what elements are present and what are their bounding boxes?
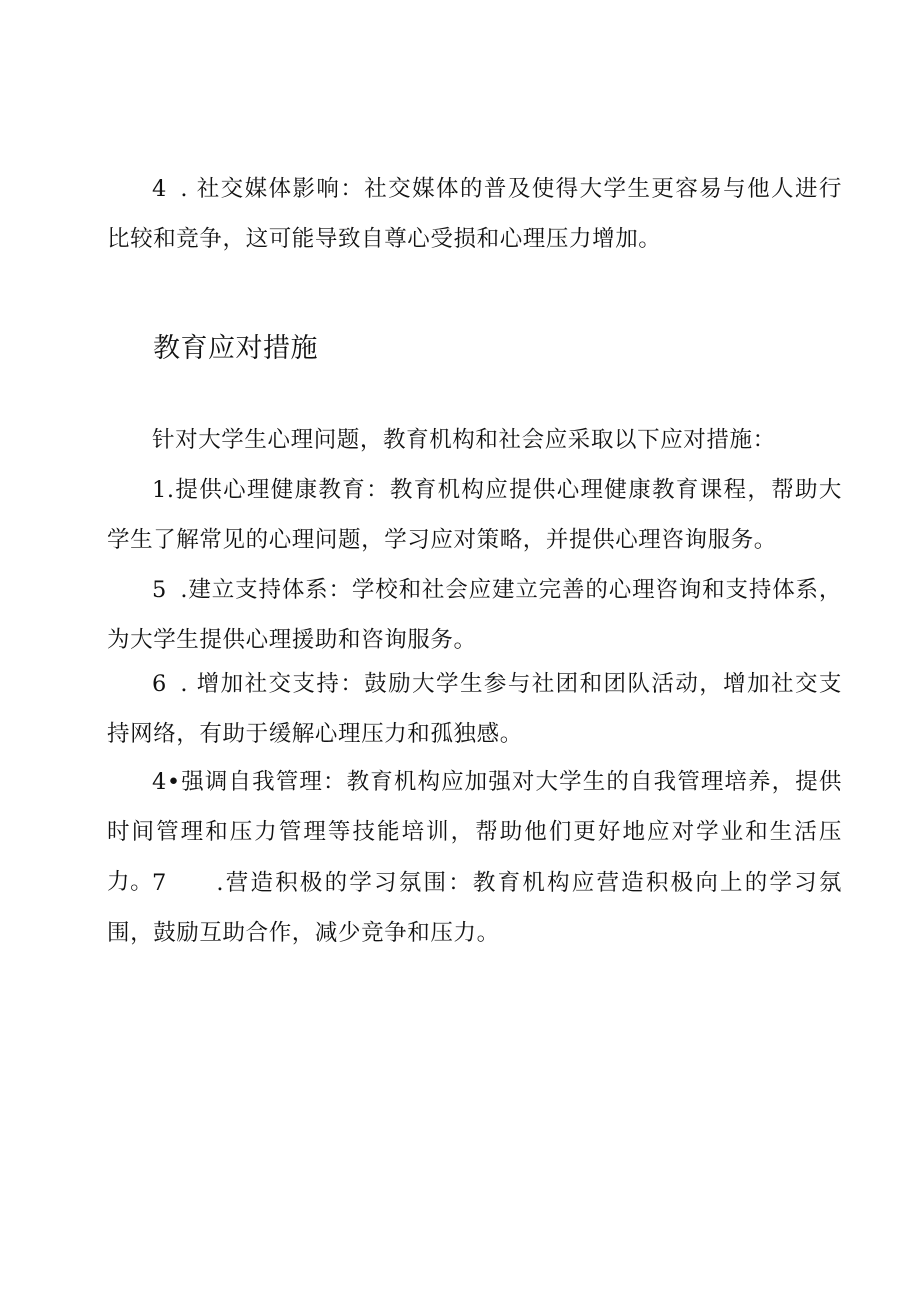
item-text: 提供心理健康教育：教育机构应提供心理健康教育课程，帮助大学生了解常见的心理问题，学习应对策略，并提供心理咨询服务。 <box>107 477 842 553</box>
item-text: 强调自我管理：教育机构应加强对大学生的自我管理培养，提供时间管理和压力管理等技能培训，帮助他们更好地应对学业和生活压力。 <box>107 769 842 895</box>
item-number: 7 <box>152 870 167 896</box>
list-item-support-system <box>107 565 842 665</box>
intro-item-social-media <box>107 164 842 264</box>
section-lead: 针对大学生心理问题，教育机构和社会应采取以下应对措施： <box>152 427 776 453</box>
item-text: . 社交媒体影响：社交媒体的普及使得大学生更容易与他人进行比较和竞争，这可能导致自尊心受损和心理压力增加。 <box>107 176 842 252</box>
item-number: 1. <box>152 477 175 503</box>
section-heading: 教育应对措施 <box>153 333 318 364</box>
list-item-psych-education <box>107 465 842 565</box>
item-number: 5 <box>152 577 167 603</box>
item-text: .建立支持体系：学校和社会应建立完善的心理咨询和支持体系，为大学生提供心理援助和咨询服务。 <box>107 577 842 653</box>
item-text: . 增加社交支持：鼓励大学生参与社团和团队活动，增加社交支持网络，有助于缓解心理压力和孤独感。 <box>107 671 842 747</box>
item-text: .营造积极的学习氛围：教育机构应营造积极向上的学习氛围，鼓励互助合作，减少竞争和压力。 <box>107 870 842 946</box>
item-number: 4• <box>152 769 181 795</box>
item-number: 4 <box>152 176 167 202</box>
item-number: 6 <box>152 671 167 697</box>
list-item-social-support <box>107 659 842 759</box>
list-item-learning-atmosphere <box>107 858 842 958</box>
